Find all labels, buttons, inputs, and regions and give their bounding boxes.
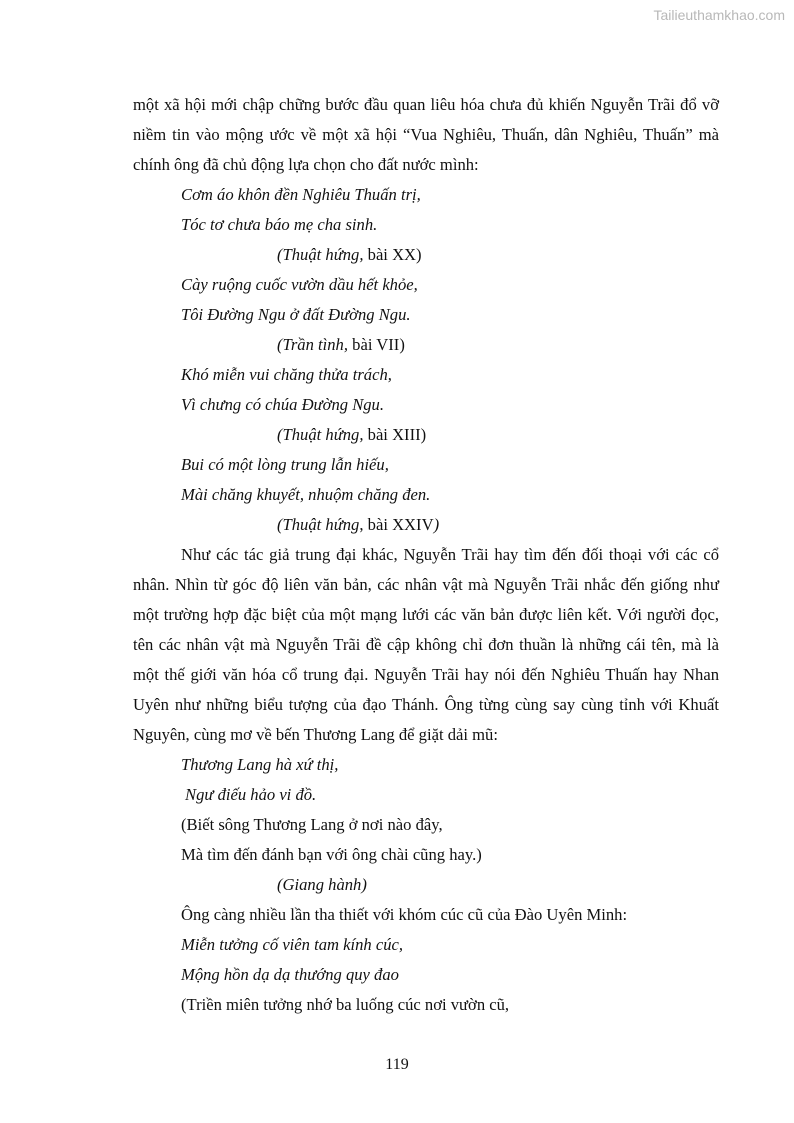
verse-line: Mài chăng khuyết, nhuộm chăng đen. xyxy=(181,485,431,504)
source-poem-number: bài XX) xyxy=(363,245,422,264)
source-citation xyxy=(133,240,719,270)
verse-line: Cày ruộng cuốc vườn dầu hết khỏe, xyxy=(181,275,418,294)
source-citation xyxy=(133,330,719,360)
source-poem-number: bài VII) xyxy=(348,335,405,354)
source-poem-number: bài XIII) xyxy=(363,425,427,444)
verse-line: Bui có một lòng trung lẫn hiếu, xyxy=(181,455,389,474)
page-body xyxy=(133,90,719,1020)
source-citation xyxy=(133,420,719,450)
paragraph-intro: một xã hội mới chập chững bước đầu quan liêu hóa chưa đủ khiến Nguyễn Trãi đổ vỡ niềm tin vào mộng ước về một xã hội “Vua Nghiêu, Thuấn, dân Nghiêu, Thuấn” mà chính ông đã chủ động lựa chọn cho đất nước mình: xyxy=(133,95,719,174)
page-number: 119 xyxy=(385,1056,409,1073)
verse-line: Ngư điếu hảo vi đồ. xyxy=(185,785,317,804)
source-citation xyxy=(133,510,719,540)
verse-line: Miễn tưởng cố viên tam kính cúc, xyxy=(181,935,404,954)
paragraph-intertext: Như các tác giả trung đại khác, Nguyễn Trãi hay tìm đến đối thoại với các cổ nhân. Nhìn từ góc độ liên văn bản, các nhân vật mà Nguyễn Trãi nhắc đến giống như một trường hợp đặc biệt của một mạng lưới các văn bản được liên kết. Với người đọc, tên các nhân vật mà Nguyễn Trãi đề cập không chỉ đơn thuần là những cái tên, mà là một thế giới văn hóa cổ trung đại. Nguyễn Trãi hay nói đến Nghiêu Thuấn hay Nhan Uyên như những biểu tượng của đạo Thánh. Ông từng cùng say cùng tỉnh với Khuất Nguyên, cùng mơ về bến Thương Lang để giặt dải mũ: xyxy=(133,545,719,744)
source-citation: (Giang hành) xyxy=(277,875,367,894)
verse-line: Cơm áo khôn đền Nghiêu Thuấn trị, xyxy=(181,185,421,204)
watermark-text: Tailieuthamkhao.com xyxy=(653,7,785,23)
paragraph-dao-uyen-minh: Ông càng nhiều lần tha thiết với khóm cúc cũ của Đào Uyên Minh: xyxy=(181,905,628,924)
source-title: (Thuật hứng, xyxy=(277,245,364,264)
verse-line: Thương Lang hà xứ thị, xyxy=(181,755,339,774)
translation-line: (Triền miên tưởng nhớ ba luống cúc nơi vườn cũ, xyxy=(181,995,510,1014)
translation-line: Mà tìm đến đánh bạn với ông chài cũng hay.) xyxy=(181,845,482,864)
source-title: (Thuật hứng xyxy=(277,515,360,534)
source-title: (Thuật hứng, xyxy=(277,425,364,444)
verse-line: Tôi Đường Ngu ở đất Đường Ngu. xyxy=(181,305,411,324)
verse-line: Mộng hồn dạ dạ thướng quy đao xyxy=(181,965,399,984)
verse-line: Khó miễn vui chăng thửa trách, xyxy=(181,365,392,384)
source-close: ) xyxy=(433,515,440,534)
verse-line: Tóc tơ chưa báo mẹ cha sinh. xyxy=(181,215,378,234)
verse-line: Vì chưng có chúa Đường Ngu. xyxy=(181,395,385,414)
source-title: (Trần tình, xyxy=(277,335,349,354)
translation-line: (Biết sông Thương Lang ở nơi nào đây, xyxy=(181,815,443,834)
source-poem-number: , bài XXIV xyxy=(359,515,434,534)
